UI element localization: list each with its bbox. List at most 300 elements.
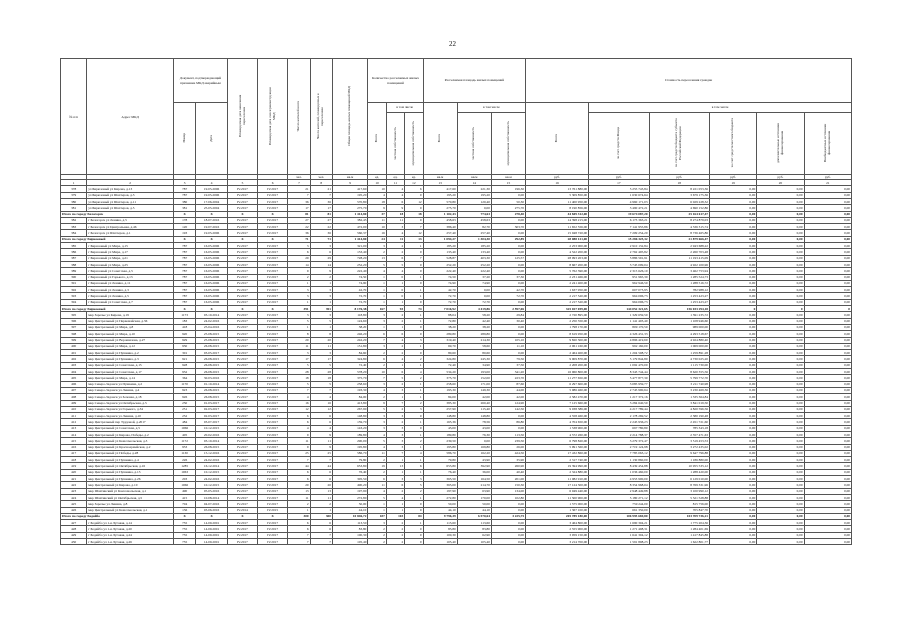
cell-c10: 13 <box>368 255 386 261</box>
cell-c10: 1 <box>368 274 386 280</box>
cell-c19: 0,00 <box>710 362 757 368</box>
cell-c20: 0,00 <box>757 539 804 545</box>
cell-c7: 4 <box>288 425 310 431</box>
cell-c14: 152,00 <box>457 375 491 381</box>
cell-c7: 7 <box>288 192 310 198</box>
cell-c18: 4 336 315,74 <box>649 224 709 230</box>
cell-c9: 79,80 <box>332 457 367 463</box>
cell-c12: 0 <box>405 192 423 198</box>
cell-c19: 0,00 <box>710 192 757 198</box>
cell-no: Итого по городу Бодайбо <box>61 513 174 519</box>
cell-num: 787 <box>173 249 195 255</box>
cell-c7: 36 <box>288 199 310 205</box>
cell-c12: 0 <box>405 532 423 538</box>
cell-c12: 12 <box>405 230 423 236</box>
cell-c14: 185,20 <box>457 243 491 249</box>
cell-addr: г Белогорск ул Центральная, д.46 <box>87 224 174 230</box>
cell-c18: 2 260 703,48 <box>649 249 709 255</box>
cell-c18: 8 274 879,03 <box>649 217 709 223</box>
cell-c17: 1 217 372,16 <box>589 394 649 400</box>
cell-c11: 6 <box>386 482 404 488</box>
cell-c21: 0,00 <box>804 331 851 337</box>
cell-date: 19.05.2006 <box>196 230 228 236</box>
cell-c10: 6 <box>368 356 386 362</box>
cell-c11: 6 <box>386 255 404 261</box>
cell-c5: IV.2017 <box>227 192 257 198</box>
cell-c12: 1 <box>405 457 423 463</box>
cell-c6: X <box>258 513 288 519</box>
cell-c13: 83,80 <box>423 526 457 532</box>
cell-c16: 8 190 856,00 <box>526 205 589 211</box>
cell-c10: 11 <box>368 482 386 488</box>
cell-c9: 272,80 <box>332 494 367 500</box>
cell-c8: 8 <box>310 331 332 337</box>
cell-c15: 125,57 <box>491 255 525 261</box>
cell-c9: 321,00 <box>332 243 367 249</box>
cell-c5: IV.2017 <box>227 331 257 337</box>
cell-c9: 275,70 <box>332 205 367 211</box>
cell-c16: 13 761 880,00 <box>526 186 589 192</box>
cell-c15: 0,00 <box>491 243 525 249</box>
cell-c14: 0,00 <box>457 293 491 299</box>
cell-date: 16.05.2006 <box>196 249 228 255</box>
cell-c20: 0,00 <box>757 450 804 456</box>
header-planned-demolition: Планируемая дата сноса/реконструкции МКД <box>258 59 288 175</box>
cell-c8: 27 <box>310 217 332 223</box>
cell-c19: 0,00 <box>710 406 757 412</box>
unit-rub: руб. <box>757 175 804 180</box>
cell-addr: ул Бирюзовый ул Шахтеров, д.3 <box>87 192 174 198</box>
cell-no: 417 <box>61 450 87 456</box>
cell-addr: г Бирюзовый ул Мира, д.21 <box>87 255 174 261</box>
cell-c7: 28 <box>288 369 310 375</box>
cell-c6: IV.2017 <box>258 186 288 192</box>
cell-c5: IV.2017 <box>227 400 257 406</box>
cell-c8: 6 <box>310 520 332 526</box>
cell-addr: ул Бирюзовый ул Кирова, д.13 <box>87 186 174 192</box>
cell-c7: 3 <box>288 287 310 293</box>
cell-c11: 0 <box>386 274 404 280</box>
cell-num: 787 <box>173 274 195 280</box>
cell-c16: 14 398 215,00 <box>526 217 589 223</box>
cell-c19: 0,00 <box>710 539 757 545</box>
cell-c5: IV.2017 <box>227 526 257 532</box>
cell-c14: 149,30 <box>457 387 491 393</box>
cell-c15: 0,00 <box>491 230 525 236</box>
cell-c14: 113,60 <box>457 520 491 526</box>
cell-c20: 0,00 <box>757 444 804 450</box>
cell-c13: 252,20 <box>423 261 457 267</box>
cell-c17: 809 170,50 <box>589 324 649 330</box>
cell-c12: 0 <box>405 324 423 330</box>
cell-c5: IV.2017 <box>227 494 257 500</box>
cell-c12: 4 <box>405 450 423 456</box>
cell-num: 484 <box>173 419 195 425</box>
cell-c10: 18 <box>368 199 386 205</box>
cell-c12: 0 <box>405 331 423 337</box>
cell-c18: 1 284 401,69 <box>649 526 709 532</box>
cell-c8: 7 <box>310 192 332 198</box>
cell-num: X <box>173 513 195 519</box>
cell-c19: 0,00 <box>710 312 757 318</box>
cell-c17: 1 141 403,40 <box>589 318 649 324</box>
cell-date: 14.09.2001 <box>196 532 228 538</box>
cell-c10: 11 <box>368 450 386 456</box>
cell-date: 18.07.2016 <box>196 217 228 223</box>
cell-c20: 0,00 <box>757 381 804 387</box>
cell-c14: 34,90 <box>457 362 491 368</box>
cell-c12: 1 <box>405 318 423 324</box>
cell-c7: 5 <box>288 318 310 324</box>
cell-c15: 303,70 <box>491 224 525 230</box>
cell-date: 10.12.2015 <box>196 482 228 488</box>
cell-c20: 0,00 <box>757 293 804 299</box>
cell-c20: 0,00 <box>757 343 804 349</box>
cell-c20: 0 <box>757 306 804 312</box>
cell-c8: 1 <box>310 280 332 286</box>
cell-date: 19.05.2006 <box>196 192 228 198</box>
cell-c6: IV.2017 <box>258 457 288 463</box>
column-number: 9 <box>332 180 367 186</box>
cell-c5: IV.2017 <box>227 249 257 255</box>
column-number: 20 <box>757 180 804 186</box>
cell-c17: 2 178 269,52 <box>589 413 649 419</box>
unit-person: чел. <box>288 175 310 180</box>
cell-c20: 0,00 <box>757 192 804 198</box>
cell-c7: 3 <box>288 243 310 249</box>
cell-c9: 195,80 <box>332 444 367 450</box>
cell-date: 16.05.2006 <box>196 293 228 299</box>
cell-c12: 1 <box>405 293 423 299</box>
cell-c18: 815 756,00 <box>649 501 709 507</box>
cell-date: 19.07.2016 <box>196 224 228 230</box>
cell-c8: 11 <box>310 494 332 500</box>
cell-c17: 1 036 460,00 <box>589 469 649 475</box>
cell-addr: г Бирюзовый ул Мира, д.25 <box>87 261 174 267</box>
cell-c6: IV.2017 <box>258 375 288 381</box>
cell-date: 15.12.2016 <box>196 450 228 456</box>
cell-addr: мкр Заречье ул Кирова, д.19 <box>87 312 174 318</box>
cell-c10: 167 <box>368 306 386 312</box>
cell-c20: 0,00 <box>757 362 804 368</box>
cell-c12: 84 <box>405 513 423 519</box>
cell-no: 418 <box>61 457 87 463</box>
cell-c17: 2 948 449,88 <box>589 488 649 494</box>
cell-c21: 0,00 <box>804 205 851 211</box>
cell-c8: 3 <box>310 243 332 249</box>
cell-c14: 115,40 <box>457 406 491 412</box>
cell-c18: 4 293 518,67 <box>649 331 709 337</box>
cell-c16: 2 464 400,00 <box>526 350 589 356</box>
cell-c19: 0,00 <box>710 438 757 444</box>
cell-c14: 148,80 <box>457 413 491 419</box>
cell-no: 410 <box>61 406 87 412</box>
cell-addr: мкр Центральный ул Красноармейская, д.2 <box>87 444 174 450</box>
cell-c18: 4 690 152,86 <box>649 205 709 211</box>
cell-c5: IV.2017 <box>227 469 257 475</box>
header-count-municipal: муниципальная собственность <box>405 113 423 175</box>
cell-c11: 3 <box>386 476 404 482</box>
cell-c11: 4 <box>386 268 404 274</box>
cell-c12: 1 <box>405 362 423 368</box>
cell-c17: 2 910 132,84 <box>589 243 649 249</box>
column-number: 21 <box>804 180 851 186</box>
cell-c12: 0 <box>405 425 423 431</box>
cell-c16: 1 367 100,00 <box>526 507 589 513</box>
cell-c5: IV.2017 <box>227 217 257 223</box>
cell-date: 10.08.2014 <box>196 494 228 500</box>
cell-c5: IV.2017 <box>227 343 257 349</box>
cell-c8: 14 <box>310 261 332 267</box>
cell-c7: 391 <box>288 306 310 312</box>
cell-c18: 8 736 465,86 <box>649 230 709 236</box>
cell-c12: 2 <box>405 400 423 406</box>
table-header <box>61 59 852 186</box>
cell-c5: IV.2017 <box>227 224 257 230</box>
cell-c6: IV.2017 <box>258 438 288 444</box>
cell-addr: мкр Центральный ул Пушкина, д.3 <box>87 356 174 362</box>
cell-c10: 3 <box>368 425 386 431</box>
header-cost-in-that: в том числе <box>589 103 852 113</box>
cell-c18: 4 730 025,20 <box>649 356 709 362</box>
cell-c19: 0,00 <box>710 526 757 532</box>
cell-c7: 16 <box>288 400 310 406</box>
cell-c21: 0,00 <box>804 299 851 305</box>
cell-c11: 93 <box>386 306 404 312</box>
column-number: 5 <box>227 180 257 186</box>
cell-no: 391 <box>61 280 87 286</box>
cell-c21: 0,00 <box>804 318 851 324</box>
cell-c13: 534,20 <box>423 369 457 375</box>
unit-rub: руб. <box>589 175 649 180</box>
cell-date: 26.08.2015 <box>196 356 228 362</box>
cell-c6: IV.2015 <box>258 507 288 513</box>
cell-c17: 3 279 372,47 <box>589 438 649 444</box>
cell-addr: мкр Центральный пер Трудовой, д.2017 <box>87 419 174 425</box>
cell-c11: 5 <box>386 375 404 381</box>
cell-c7: 9 <box>288 444 310 450</box>
cell-c6: IV.2017 <box>258 293 288 299</box>
cell-c11: 7 <box>386 450 404 456</box>
cell-c9: 133,40 <box>332 249 367 255</box>
cell-c17: 697 780,80 <box>589 425 649 431</box>
cell-c14: 38,20 <box>457 324 491 330</box>
cell-c9: 653,80 <box>332 463 367 469</box>
cell-c6: IV.2017 <box>258 255 288 261</box>
cell-c19: 0,00 <box>710 356 757 362</box>
cell-c6: IV.2017 <box>258 494 288 500</box>
cell-num: 136 <box>173 507 195 513</box>
cell-c7: 11 <box>288 343 310 349</box>
cell-c7: 1 <box>288 280 310 286</box>
cell-c14: 78,56 <box>457 419 491 425</box>
cell-c10: 9 <box>368 400 386 406</box>
cell-num: 787 <box>173 293 195 299</box>
cell-c21: 0,00 <box>804 287 851 293</box>
cell-no: 389 <box>61 268 87 274</box>
cell-c8: 36 <box>310 199 332 205</box>
cell-c5: IV.2017 <box>227 362 257 368</box>
cell-c6: IV.2017 <box>258 192 288 198</box>
cell-c13: 324,80 <box>423 356 457 362</box>
cell-num: 1172 <box>173 438 195 444</box>
cell-no: 394 <box>61 299 87 305</box>
cell-c19: 0,00 <box>710 255 757 261</box>
cell-addr: мкр Центральный ул Мира, д.12 <box>87 343 174 349</box>
cell-date: 16.05.2006 <box>196 299 228 305</box>
cell-addr: г Бирюзовый ул Ленина, д.3 <box>87 287 174 293</box>
cell-date: 03.10.2014 <box>196 438 228 444</box>
cell-c5: IV.2017 <box>227 476 257 482</box>
cell-date: 01.10.2014 <box>196 381 228 387</box>
cell-c17: 106 995 669,80 <box>589 513 649 519</box>
cell-c11: 1 <box>386 299 404 305</box>
cell-c15: 87,60 <box>491 381 525 387</box>
cell-c15: 0,00 <box>491 268 525 274</box>
cell-c5: IV.2017 <box>227 293 257 299</box>
column-number: 12 <box>405 180 423 186</box>
cell-num: 1066 <box>173 425 195 431</box>
cell-num: 926 <box>173 394 195 400</box>
cell-c20: 0,00 <box>757 299 804 305</box>
cell-c21: 0,00 <box>804 249 851 255</box>
cell-num: 178 <box>173 217 195 223</box>
cell-c19: 0,00 <box>710 463 757 469</box>
column-number: 14 <box>457 180 491 186</box>
cell-c13: 74,50 <box>423 274 457 280</box>
cell-c10: 19 <box>368 463 386 469</box>
unit-rub: руб. <box>526 175 589 180</box>
cell-c8: 300 <box>310 513 332 519</box>
cell-date: 20.02.2016 <box>196 431 228 437</box>
header-count-in-that: в том числе <box>386 103 423 113</box>
cell-c7: 6 <box>288 520 310 526</box>
cell-c14: 37,20 <box>457 274 491 280</box>
cell-c11: 13 <box>386 463 404 469</box>
cell-num: 1285 <box>173 463 195 469</box>
cell-c10: 2 <box>368 539 386 545</box>
cell-c11: 3 <box>386 224 404 230</box>
cell-c19: 0,00 <box>710 400 757 406</box>
cell-num: 301 <box>173 350 195 356</box>
cell-num: 415 <box>173 494 195 500</box>
cell-c20: 0,00 <box>757 457 804 463</box>
cell-c17: 2 745 990,64 <box>589 387 649 393</box>
cell-c16: 44 849 312,00 <box>526 211 589 217</box>
cell-c20: 0,00 <box>757 236 804 242</box>
cell-num: 251 <box>173 406 195 412</box>
unit-ed: ед. <box>386 175 404 180</box>
cell-c9: 76,40 <box>332 469 367 475</box>
cell-date: X <box>196 211 228 217</box>
cell-c13: 105,40 <box>423 539 457 545</box>
cell-c13: 113,60 <box>423 520 457 526</box>
cell-c20: 0,00 <box>757 431 804 437</box>
cell-c21: 0,00 <box>804 444 851 450</box>
cell-c9: 84,00 <box>332 394 367 400</box>
cell-c8: 3 <box>310 350 332 356</box>
cell-c5: IV.2017 <box>227 463 257 469</box>
cell-c14: 257,40 <box>457 230 491 236</box>
cell-c5: IV.2017 <box>227 274 257 280</box>
cell-c19: 0,00 <box>710 513 757 519</box>
cell-c17: 2 762 495,82 <box>589 249 649 255</box>
cell-c11: 1 <box>386 501 404 507</box>
cell-c20: 0,00 <box>757 312 804 318</box>
cell-c14: 289,80 <box>457 331 491 337</box>
cell-c14: 43,90 <box>457 457 491 463</box>
cell-c8: 7 <box>310 387 332 393</box>
cell-date: 25.05.2004 <box>196 205 228 211</box>
cell-c16: 16 960 800,00 <box>526 369 589 375</box>
cell-date: 25.04.2016 <box>196 324 228 330</box>
cell-c12: 2 <box>405 356 423 362</box>
cell-c13: 88,04 <box>423 312 457 318</box>
cell-c16: 9 909 870,00 <box>526 356 589 362</box>
header-count-total: Всего <box>368 103 386 175</box>
cell-c18: 2 357 471,63 <box>649 431 709 437</box>
cell-c13: 197,90 <box>423 488 457 494</box>
cell-c10: 5 <box>368 438 386 444</box>
cell-date: 26.08.2015 <box>196 387 228 393</box>
cell-c10: 4 <box>368 387 386 393</box>
cell-c20: 0,00 <box>757 274 804 280</box>
cell-c5: IV.2017 <box>227 457 257 463</box>
cell-c12: 2 <box>405 375 423 381</box>
cell-c8: 29 <box>310 255 332 261</box>
cell-c11: 4 <box>386 186 404 192</box>
cell-c15: 37,50 <box>491 362 525 368</box>
cell-c17: 15 286 325,32 <box>589 236 649 242</box>
cell-c19: 0,00 <box>710 457 757 463</box>
cell-c11: 1 <box>386 457 404 463</box>
cell-c6: IV.2017 <box>258 400 288 406</box>
cell-c7: 81 <box>288 211 310 217</box>
cell-addr: г Бодайбо ул 1-я Луговая, д.26 <box>87 539 174 545</box>
cell-c7: 18 <box>288 375 310 381</box>
cell-c18: 5 799 772,70 <box>649 375 709 381</box>
cell-c8: 6 <box>310 419 332 425</box>
cell-c21: 0,00 <box>804 230 851 236</box>
cell-c20: 0,00 <box>757 513 804 519</box>
cell-c5: X <box>227 236 257 242</box>
cell-c11: 5 <box>386 261 404 267</box>
page-number: 22 <box>449 40 456 48</box>
cell-c21: 0 <box>804 306 851 312</box>
cell-c13: 9 796,39 <box>423 513 457 519</box>
cell-c13: 195,80 <box>423 444 457 450</box>
cell-date: 05.05.2016 <box>196 488 228 494</box>
cell-c12: 1 <box>405 387 423 393</box>
cell-c17: 1 329 659,50 <box>589 312 649 318</box>
cell-c8: 7 <box>310 532 332 538</box>
cell-c9: 375,70 <box>332 375 367 381</box>
cell-c9: 305,50 <box>332 476 367 482</box>
cell-c19: 0,00 <box>710 236 757 242</box>
cell-c8: 21 <box>310 186 332 192</box>
cell-c13: 586,70 <box>423 450 457 456</box>
cell-c19: 0,00 <box>710 261 757 267</box>
header-doc-number: Номер <box>173 103 195 175</box>
cell-c19: 0,00 <box>710 287 757 293</box>
cell-c17: 5 179 844,80 <box>589 356 649 362</box>
cell-c14: 245,30 <box>457 356 491 362</box>
cell-c9: 560,37 <box>332 230 367 236</box>
cell-c21: 0,00 <box>804 501 851 507</box>
cell-c20: 0,00 <box>757 507 804 513</box>
cell-c9: 42,70 <box>332 287 367 293</box>
column-number: 6 <box>258 180 288 186</box>
